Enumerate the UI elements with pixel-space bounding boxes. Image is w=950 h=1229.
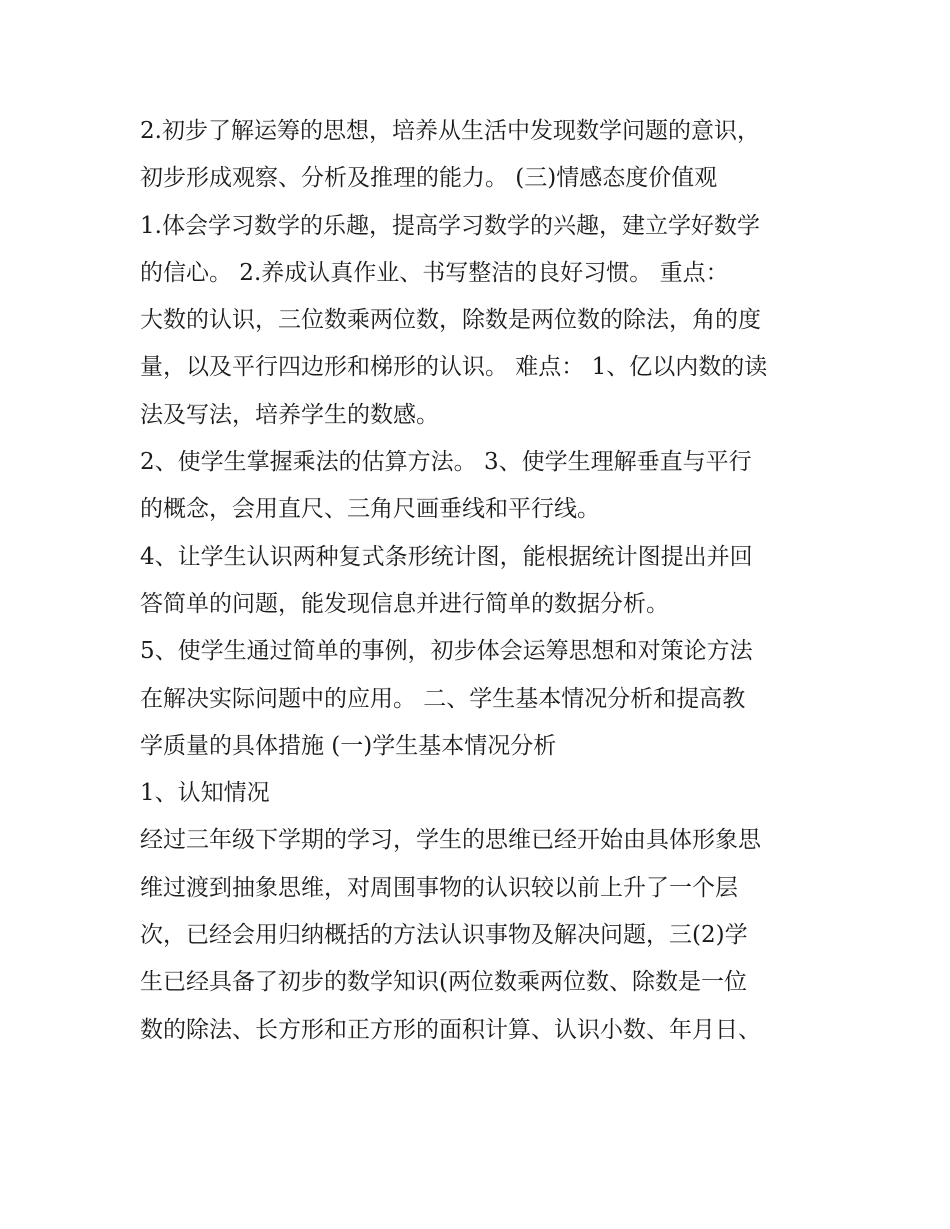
text-line: 2、使学生掌握乘法的估算方法。 3、使学生理解垂直与平行 [140, 449, 752, 476]
text-line: 量，以及平行四边形和梯形的认识。 难点： 1、亿以内数的读 [140, 354, 768, 381]
text-line: 学质量的具体措施 (一)学生基本情况分析 [140, 732, 557, 759]
text-line: 在解决实际问题中的应用。 二、学生基本情况分析和提高教 [140, 685, 746, 712]
text-line: 生已经具备了初步的数学知识(两位数乘两位数、除数是一位 [140, 969, 747, 996]
text-line: 的概念，会用直尺、三角尺画垂线和平行线。 [140, 496, 600, 523]
text-line: 的信心。 2.养成认真作业、书写整洁的良好习惯。 重点： [140, 259, 729, 286]
document-body [140, 108, 830, 1054]
text-line: 初步形成观察、分析及推理的能力。 (三)情感态度价值观 [140, 165, 718, 192]
text-line: 大数的认识，三位数乘两位数，除数是两位数的除法，角的度 [140, 307, 761, 334]
text-line: 5、使学生通过简单的事例，初步体会运筹思想和对策论方法 [140, 638, 753, 665]
text-line: 1.体会学习数学的乐趣，提高学习数学的兴趣，建立学好数学 [140, 212, 760, 239]
text-line: 次，已经会用归纳概括的方法认识事物及解决问题，三(2)学 [140, 922, 748, 949]
text-line: 4、让学生认识两种复式条形统计图，能根据统计图提出并回 [140, 543, 753, 570]
text-line: 维过渡到抽象思维，对周围事物的认识较以前上升了一个层 [140, 874, 738, 901]
text-line: 2.初步了解运筹的思想，培养从生活中发现数学问题的意识， [140, 118, 760, 144]
text-line: 答简单的问题，能发现信息并进行简单的数据分析。 [140, 590, 669, 617]
text-line: 经过三年级下学期的学习，学生的思维已经开始由具体形象思 [140, 827, 761, 854]
text-line: 数的除法、长方形和正方形的面积计算、认识小数、年月日、 [140, 1016, 761, 1043]
text-line: 法及写法，培养学生的数感。 [140, 401, 439, 428]
text-line: 1、认知情况 [140, 780, 270, 807]
